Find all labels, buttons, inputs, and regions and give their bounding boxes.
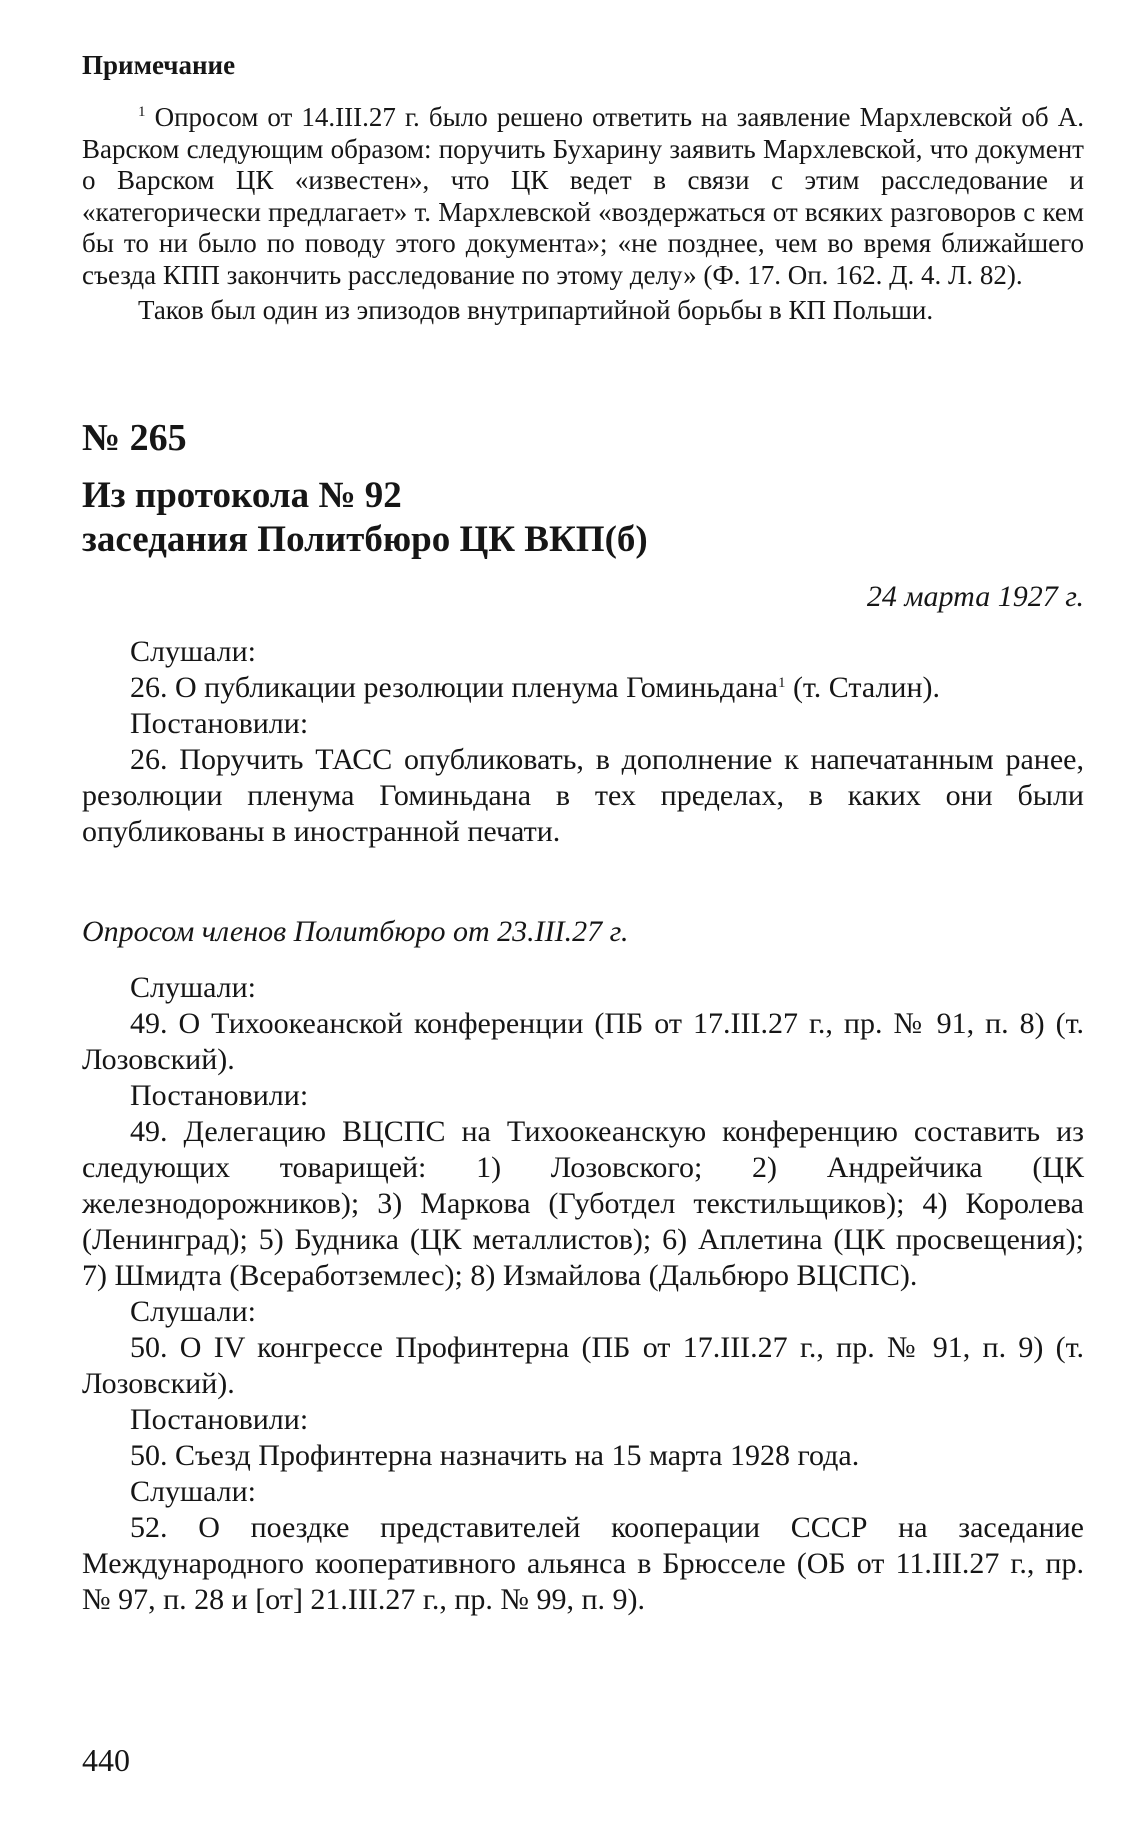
note-closing: Таков был один из эпизодов внутрипартийной борьбы в КП Польши. [138, 295, 934, 325]
decided-label: Постановили: [130, 1079, 309, 1112]
heard-label: Слушали: [130, 971, 257, 1004]
footnote-text: Опросом от 14.III.27 г. было решено ответить на заявление Мархлевской об А. Варском следующим образом: поручить Бухарину заявить Мархлевской, что документ о Варском ЦК «известен», что ЦК ведет в связи с этим расследование и «категорически предлагает» т. Мархлевской «воздержаться от всяких разговоров с кем бы то ни было по поводу этого документа»; «не позднее, чем во время ближайшего съезда КПП закончить расследование по этому делу» (Ф. 17. Оп. 162. Д. 4. Л. 82). [82, 102, 1084, 290]
poll-heading: Опросом членов Политбюро от 23.III.27 г. [82, 915, 629, 948]
footnote-reference: 1 [777, 675, 786, 691]
footnote-paragraph [82, 102, 1084, 291]
document-date: 24 марта 1927 г. [866, 580, 1084, 613]
protocol-section-1 [82, 634, 1084, 850]
decided-label: Постановили: [130, 707, 309, 740]
heard-label: Слушали: [130, 635, 257, 668]
heard-item: 49. О Тихоокеанской конференции (ПБ от 17.III.27 г., пр. № 91, п. 8) (т. Лозовский). [82, 1007, 1084, 1076]
note-heading: Примечание [82, 50, 236, 80]
heard-item: 50. О IV конгрессе Профинтерна (ПБ от 17.III.27 г., пр. № 91, п. 9) (т. Лозовский). [82, 1331, 1084, 1400]
decided-label: Постановили: [130, 1403, 309, 1436]
heard-item-tail: (т. Сталин). [785, 671, 941, 704]
heard-item [82, 670, 1084, 706]
footnote [82, 102, 1084, 327]
document-title-line-2: заседания Политбюро ЦК ВКП(б) [82, 519, 648, 560]
heard-label: Слушали: [130, 1475, 257, 1508]
decided-item: 26. Поручить ТАСС опубликовать, в дополнение к напечатанным ранее, резолюции пленума Гоминьдана в тех пределах, в каких они были опубликованы в иностранной печати. [82, 743, 1084, 848]
decided-item: 50. Съезд Профинтерна назначить на 15 марта 1928 года. [130, 1439, 860, 1472]
decided-item: 49. Делегацию ВЦСПС на Тихоокеанскую конференцию составить из следующих товарищей: 1) Лозовского; 2) Андрейчика (ЦК железнодорожников); 3) Маркова (Губотдел текстильщиков); 4) Королева (Ленинград); 5) Будника (ЦК металлистов); 6) Аплетина (ЦК просвещения); 7) Шмидта (Всеработземлес); 8) Измайлова (Дальбюро ВЦСПС). [82, 1115, 1084, 1292]
heard-item: 52. О поездке представителей кооперации СССР на заседание Международного кооперативного альянса в Брюсселе (ОБ от 11.III.27 г., пр. № 97, п. 28 и [от] 21.III.27 г., пр. № 99, п. 9). [82, 1511, 1084, 1616]
document-title [82, 474, 1084, 562]
protocol-section-2 [82, 970, 1084, 1618]
page-number: 440 [82, 1742, 130, 1778]
heard-label: Слушали: [130, 1295, 257, 1328]
document-title-line-1: Из протокола № 92 [82, 475, 402, 516]
footnote-mark: 1 [138, 104, 146, 120]
heard-item-text: 26. О публикации резолюции пленума Гоминьдана [130, 671, 778, 704]
document-number: № 265 [82, 417, 187, 459]
